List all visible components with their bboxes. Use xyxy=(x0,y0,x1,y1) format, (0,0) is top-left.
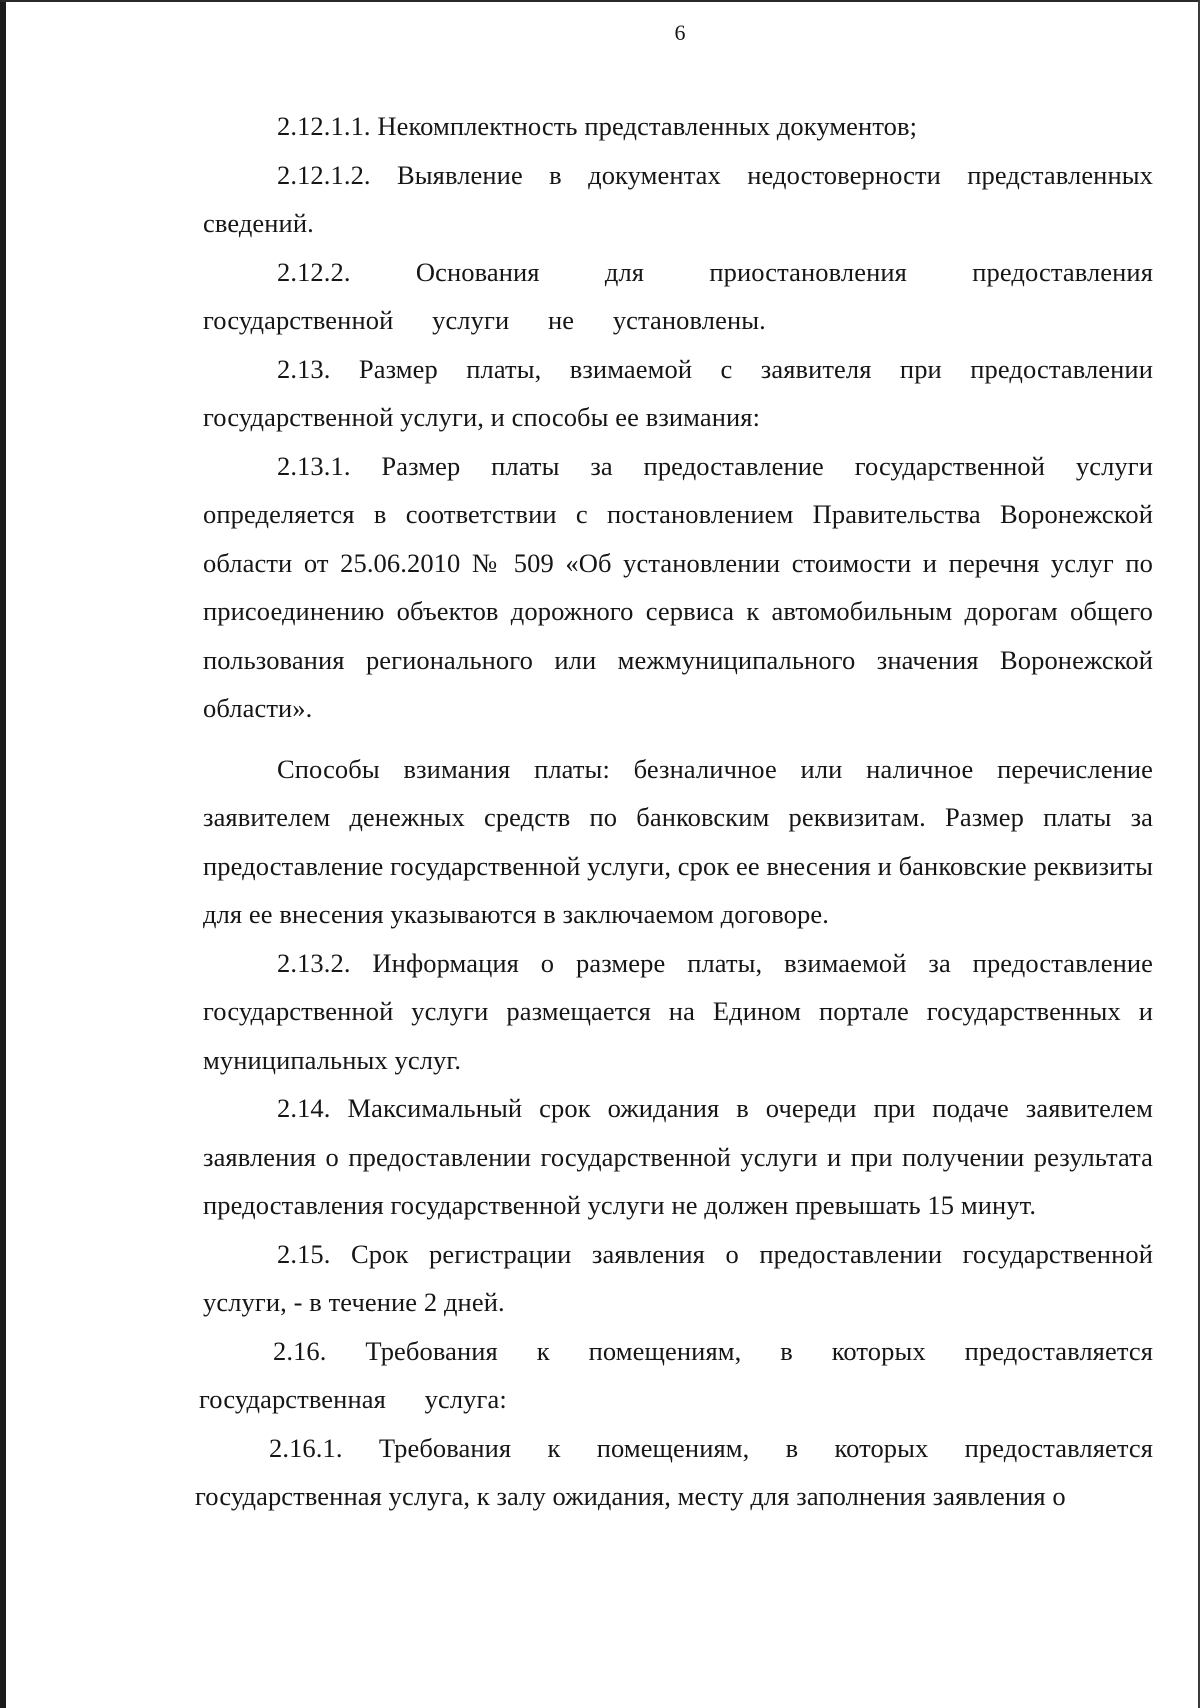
document-body xyxy=(195,102,1153,1521)
page-number: 6 xyxy=(674,20,686,45)
paragraph-2-12-2: 2.12.2. Основания для приостановления предоставления государственной услуги не установлены. xyxy=(203,256,1153,335)
paragraph-2-13-1: 2.13.1. Размер платы за предоставление государственной услуги определяется в соответствии с постановлением Правительства Воронежской области от 25.06.2010 № 509 «Об установлении стоимости и перечня услуг по присоединению объектов дорожного сервиса к автомобильным дорогам общего пользования регионального или межмуниципального значения Воронежской области». xyxy=(203,450,1153,723)
paragraph-2-16-1: 2.16.1. Требования к помещениям, в которых предоставляется государственная услуга, к залу ожидания, месту для заполнения заявления о xyxy=(195,1432,1153,1511)
paragraph-2-12-1-1: 2.12.1.1. Некомплектность представленных документов; xyxy=(277,111,918,141)
scan-edge-left xyxy=(0,0,6,1708)
paragraph-payment-methods: Способы взимания платы: безналичное или наличное перечисление заявителем денежных средств по банковским реквизитам. Размер платы за предоставление государственной услуги, срок ее внесения и банковские реквизиты для ее внесения указываются в заключаемом договоре. xyxy=(203,753,1153,929)
paragraph-2-13-2: 2.13.2. Информация о размере платы, взимаемой за предоставление государственной услуги размещается на Едином портале государственных и муниципальных услуг. xyxy=(203,947,1153,1075)
scan-edge-top xyxy=(0,0,1200,2)
paragraph-2-15: 2.15. Срок регистрации заявления о предоставлении государственной услуги, - в течение 2 дней. xyxy=(203,1238,1153,1317)
paragraph-2-12-1-2: 2.12.1.2. Выявление в документах недостоверности представленных сведений. xyxy=(203,159,1153,238)
paragraph-2-13: 2.13. Размер платы, взимаемой с заявителя при предоставлении государственной услуги, и способы ее взимания: xyxy=(203,353,1153,432)
paragraph-2-14: 2.14. Максимальный срок ожидания в очереди при подаче заявителем заявления о предоставлении государственной услуги и при получении результата предоставления государственной услуги не должен превышать 15 минут. xyxy=(203,1093,1153,1220)
paragraph-2-16: 2.16. Требования к помещениям, в которых предоставляется государственная услуга: xyxy=(199,1335,1153,1414)
